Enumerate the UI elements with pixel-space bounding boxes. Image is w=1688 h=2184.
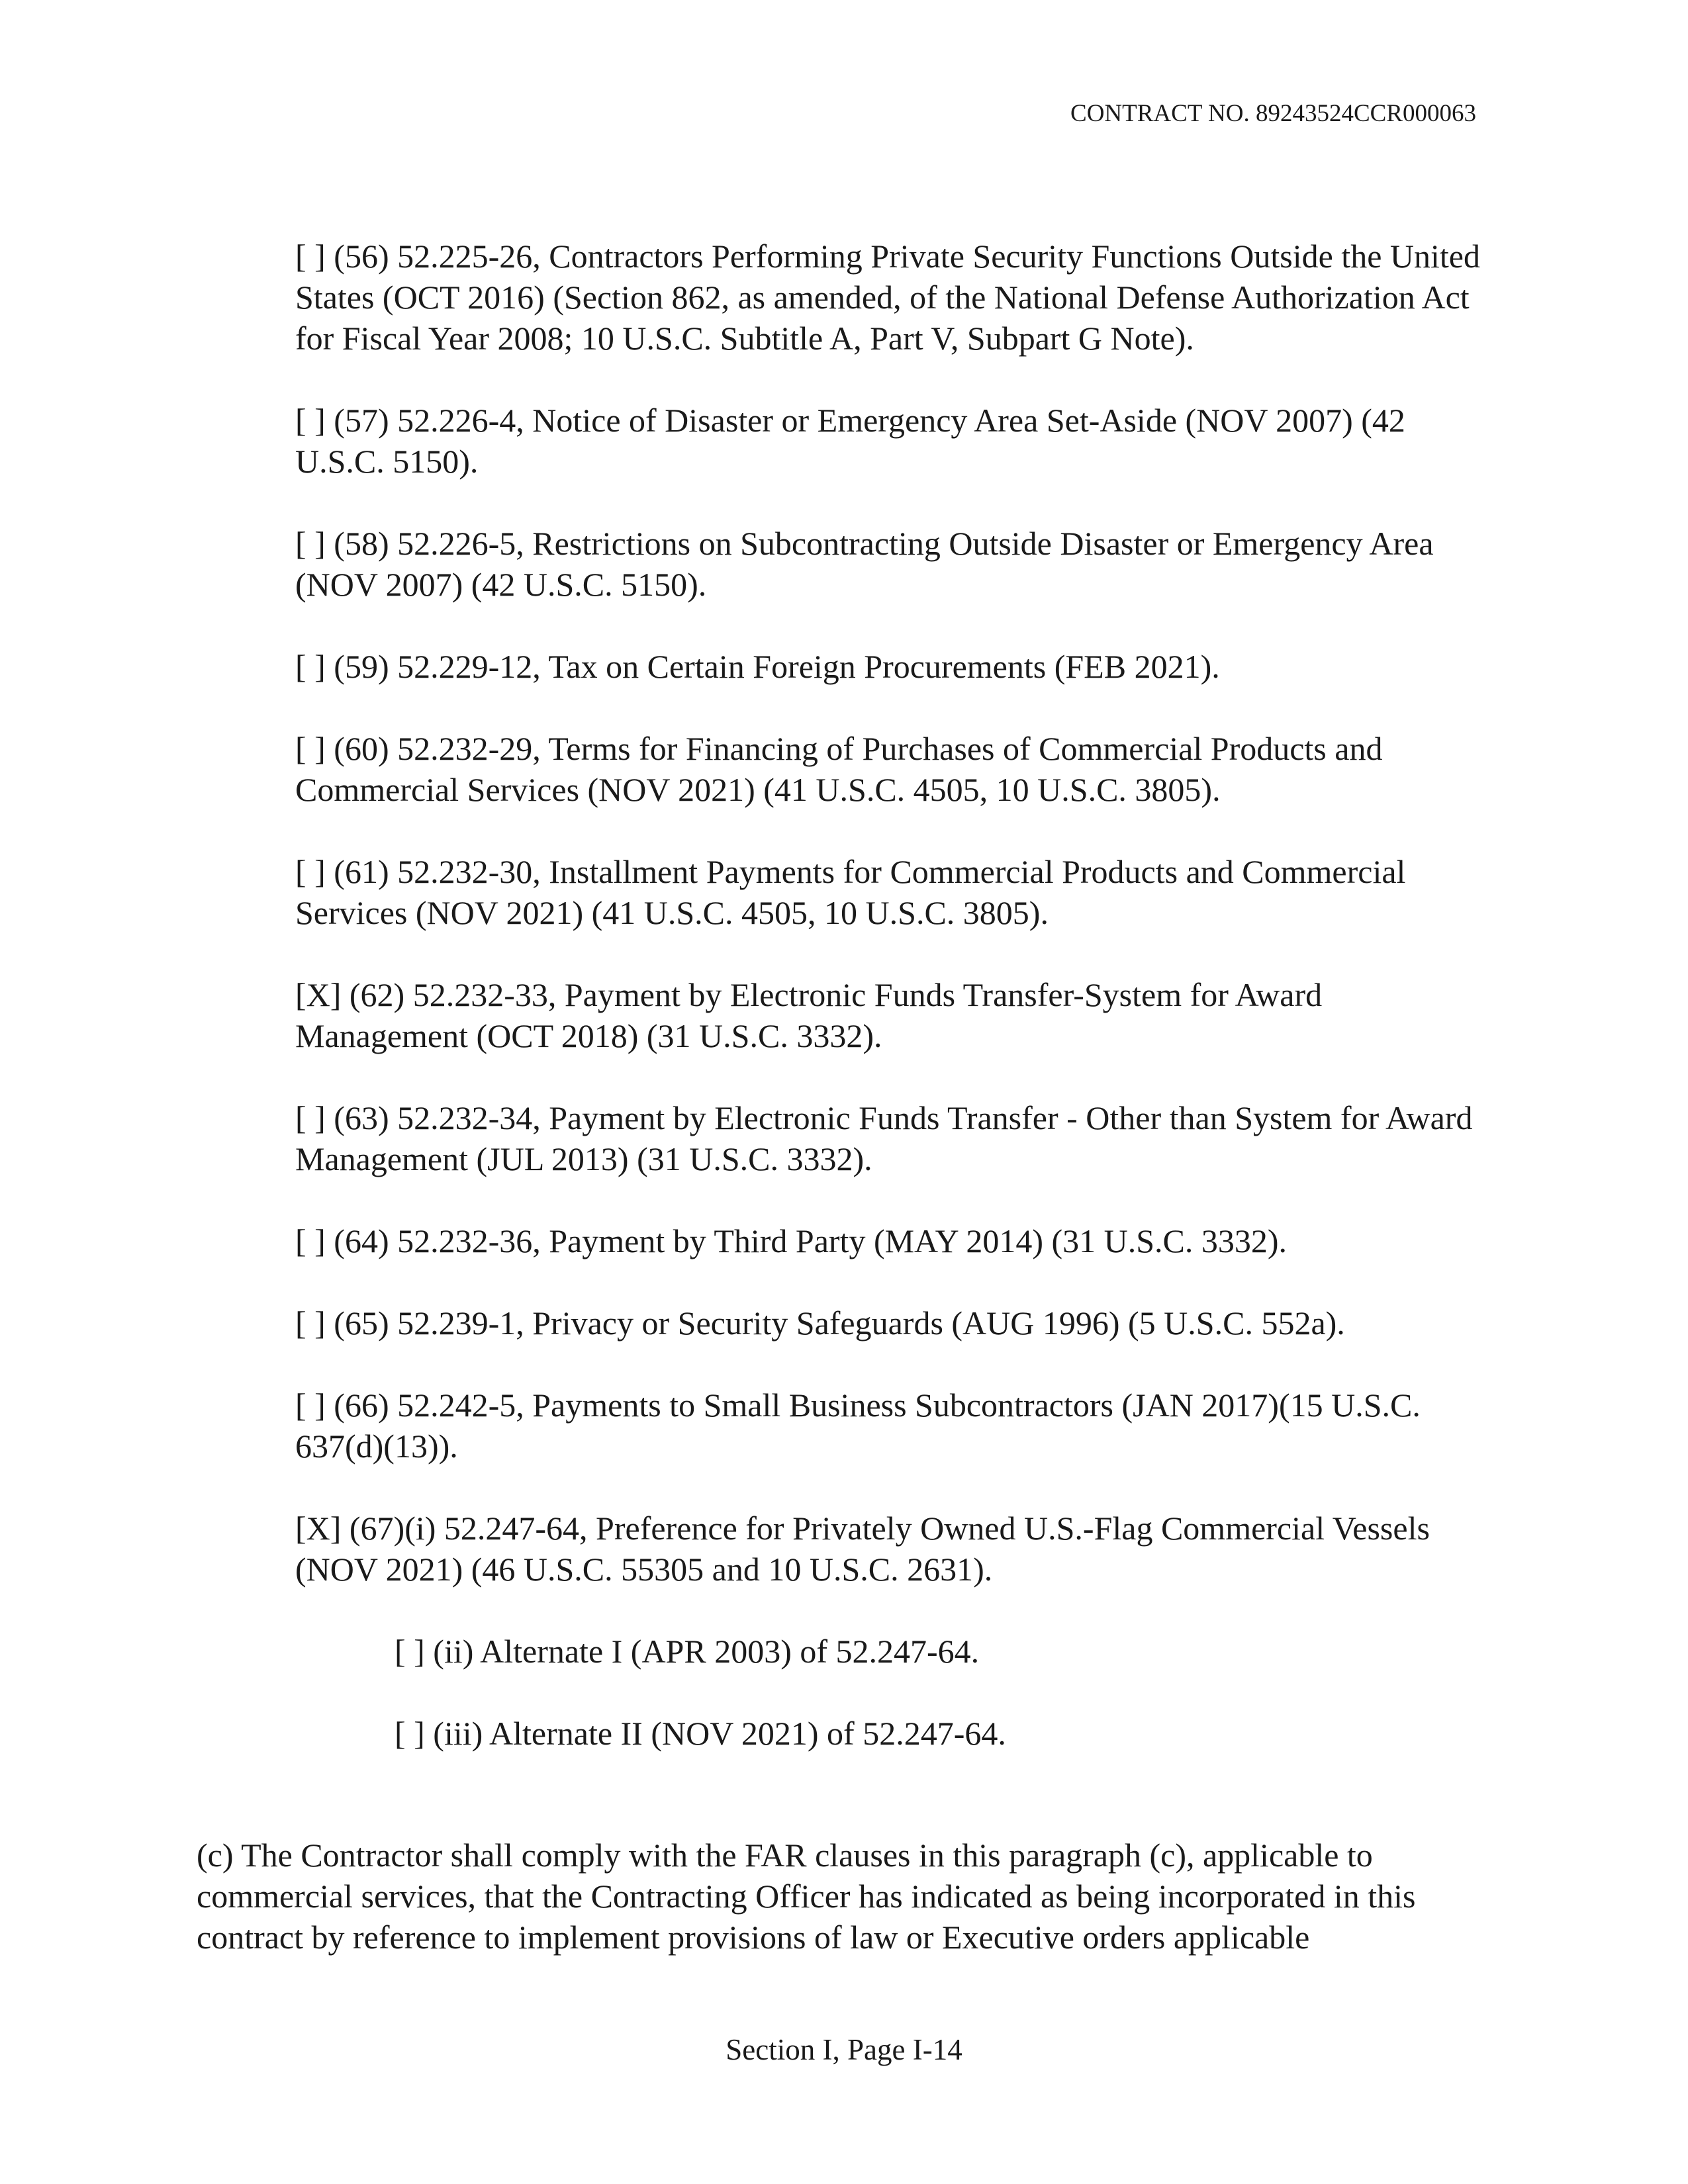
clause-item-63: [ ] (63) 52.232-34, Payment by Electronic Funds Transfer - Other than System for Award Management (JUL 2013) (31 U.S.C. 3332). xyxy=(295,1099,1473,1177)
clause-item-67-ii: [ ] (ii) Alternate I (APR 2003) of 52.247-64. xyxy=(395,1633,980,1670)
clause-item-64: [ ] (64) 52.232-36, Payment by Third Party (MAY 2014) (31 U.S.C. 3332). xyxy=(295,1222,1288,1259)
clause-item-67-i: [X] (67)(i) 52.247-64, Preference for Privately Owned U.S.-Flag Commercial Vessels (NOV 2021) (46 U.S.C. 55305 and 10 U.S.C. 2631). xyxy=(295,1510,1430,1588)
clause-item-67-iii: [ ] (iii) Alternate II (NOV 2021) of 52.247-64. xyxy=(395,1715,1006,1752)
clause-item-61: [ ] (61) 52.232-30, Installment Payments for Commercial Products and Commercial Services (NOV 2021) (41 U.S.C. 4505, 10 U.S.C. 3805). xyxy=(295,853,1406,931)
clause-item-65: [ ] (65) 52.239-1, Privacy or Security Safeguards (AUG 1996) (5 U.S.C. 552a). xyxy=(295,1304,1345,1342)
clause-list xyxy=(295,236,1480,1795)
clause-item-59: [ ] (59) 52.229-12, Tax on Certain Foreign Procurements (FEB 2021). xyxy=(295,648,1220,685)
clause-item-56: [ ] (56) 52.225-26, Contractors Performing Private Security Functions Outside the United States (OCT 2016) (Section 862, as amended, of the National Defense Authorization Act for Fiscal Year 2008; 10 U.S.C. Subtitle A, Part V, Subpart G Note). xyxy=(295,238,1480,357)
clause-item-66: [ ] (66) 52.242-5, Payments to Small Business Subcontractors (JAN 2017)(15 U.S.C. 637(d)(13)). xyxy=(295,1387,1421,1465)
page-footer: Section I, Page I-14 xyxy=(726,2033,962,2066)
paragraph-c: (c) The Contractor shall comply with the FAR clauses in this paragraph (c), applicable to commercial services, that the Contracting Officer has indicated as being incorporated in this contract by reference to implement provisions of law or Executive orders applicable xyxy=(197,1837,1416,1956)
clause-item-62: [X] (62) 52.232-33, Payment by Electronic Funds Transfer-System for Award Management (OCT 2018) (31 U.S.C. 3332). xyxy=(295,976,1323,1054)
clause-item-57: [ ] (57) 52.226-4, Notice of Disaster or Emergency Area Set-Aside (NOV 2007) (42 U.S.C. 5150). xyxy=(295,402,1405,480)
clause-item-60: [ ] (60) 52.232-29, Terms for Financing of Purchases of Commercial Products and Commercial Services (NOV 2021) (41 U.S.C. 4505, 10 U.S.C. 3805). xyxy=(295,730,1383,808)
clause-item-58: [ ] (58) 52.226-5, Restrictions on Subcontracting Outside Disaster or Emergency Area (NOV 2007) (42 U.S.C. 5150). xyxy=(295,525,1434,603)
contract-number-header: CONTRACT NO. 89243524CCR000063 xyxy=(1070,100,1476,127)
